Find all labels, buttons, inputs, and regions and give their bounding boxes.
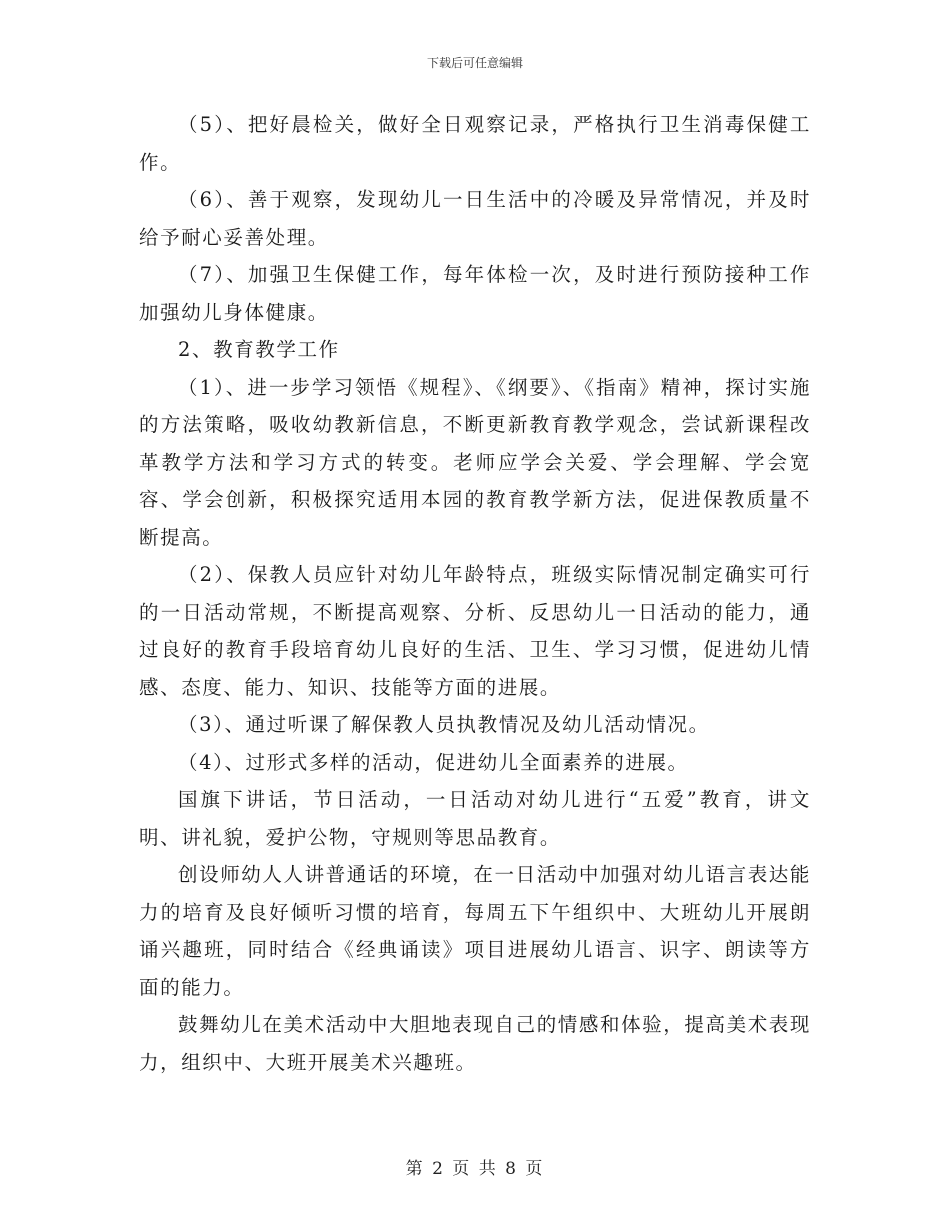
paragraph-art: 鼓舞幼儿在美术活动中大胆地表现自己的情感和体验，提高美术表现力，组织中、大班开展美术兴趣班。	[139, 1013, 812, 1074]
paragraph-language: 创设师幼人人讲普通话的环境，在一日活动中加强对幼儿语言表达能力的培育及良好倾听习惯的培育，每周五下午组织中、大班幼儿开展朗诵兴趣班，同时结合《经典诵读》项目进展幼儿语言、识字、朗读等方面的能力。	[139, 863, 812, 999]
paragraph-activities: （4）、过形式多样的活动，促进幼儿全面素养的进展。	[178, 750, 689, 774]
paragraph-observation: （6）、善于观察，发现幼儿一日生活中的冷暖及异常情况，并及时给予耐心妥善处理。	[139, 188, 811, 249]
paragraph-study-guidelines: （1）、进一步学习领悟《规程》、《纲要》、《指南》精神，探讨实施的方法策略，吸收幼教新信息，不断更新教育教学观念，尝试新课程改革教学方法和学习方式的转变。老师应学会关爱、学会理解、学会宽容、学会创新，积极探究适用本园的教育教学新方法，促进保教质量不断提高。	[139, 375, 811, 549]
paragraph-class-observation: （3）、通过听课了解保教人员执教情况及幼儿活动情况。	[178, 713, 710, 736]
paragraph-health-check: （5）、把好晨检关，做好全日观察记录，严格执行卫生消毒保健工作。	[139, 113, 811, 174]
paragraph-moral-education: 国旗下讲话，节日活动，一日活动对幼儿进行“五爱”教育，讲文明、讲礼貌，爱护公物，守规则等思品教育。	[139, 788, 811, 849]
page-number: 第 2 页 共 8 页	[405, 1159, 545, 1179]
document-body	[139, 106, 811, 1081]
paragraph-health-care: （7）、加强卫生保健工作，每年体检一次，及时进行预防接种工作加强幼儿身体健康。	[139, 263, 811, 324]
paragraph-daily-routine: （2）、保教人员应针对幼儿年龄特点，班级实际情况制定确实可行的一日活动常规，不断提高观察、分析、反思幼儿一日活动的能力，通过良好的教育手段培育幼儿良好的生活、卫生、学习习惯，促进幼儿情感、态度、能力、知识、技能等方面的进展。	[139, 563, 811, 699]
section-heading-education: 2、教育教学工作	[178, 338, 340, 361]
page-header: 下载后可任意编辑	[426, 56, 523, 70]
